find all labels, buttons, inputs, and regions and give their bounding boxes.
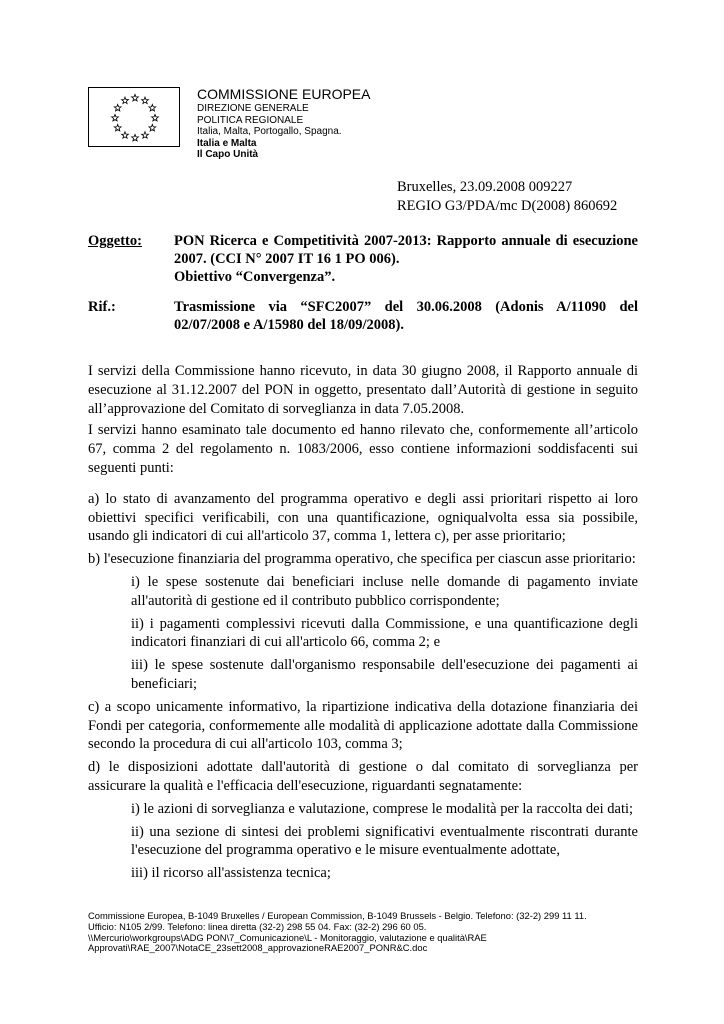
footer-path: Approvati\RAE_2007\NotaCE_23sett2008_approvazioneRAE2007_PONR&C.doc <box>88 942 428 954</box>
item-a <box>88 490 638 546</box>
item-c <box>88 698 638 754</box>
dg-name: DIREZIONE GENERALE <box>197 103 309 114</box>
subject-text <box>174 232 638 286</box>
item-b <box>88 550 638 569</box>
item-d-iii <box>131 864 638 883</box>
dept-name: POLITICA REGIONALE <box>197 114 304 126</box>
paragraph-examination <box>88 421 638 477</box>
reference-line: Trasmissione via “SFC2007” del 30.06.2008 (Adonis A/11090 del <box>174 299 638 315</box>
item-d-i <box>131 800 638 819</box>
subject-line: PON Ricerca e Competitività 2007-2013: Rapporto annuale di esecuzione <box>174 233 638 249</box>
footer-address: Commissione Europea, B-1049 Bruxelles / European Commission, B-1049 Brussels - Belgio. Telefono: (32-2) 299 11 11. <box>88 910 587 921</box>
star-icon <box>114 124 121 131</box>
text-line: Fondi per categoria, conformemente alle modalità di applicazione adottate dalla Commissione <box>88 717 638 734</box>
item-d-ii <box>131 823 638 861</box>
footer-office: Ufficio: N105 2/99. Telefono: linea diretta (32-2) 298 55 04. Fax: (32-2) 296 60 05. <box>88 920 427 932</box>
star-icon <box>132 94 139 101</box>
text-line: secondo la procedura di cui all'articolo 103, comma 3; <box>88 736 403 753</box>
eu-logo <box>88 87 180 147</box>
reference-code: REGIO G3/PDA/mc D(2008) 860692 <box>397 198 618 214</box>
eu-stars-icon <box>89 88 181 148</box>
text-line: iii) le spese sostenute dall'organismo responsabile dell'esecuzione dei pagamenti ai <box>131 657 638 674</box>
text-line: assicurare la qualità e l'efficacia dell'esecuzione, riguardanti segnatamente: <box>88 777 523 794</box>
text-line: i) le azioni di sorveglianza e valutazione, comprese le modalità per la raccolta dei dati; <box>131 800 634 817</box>
text-line: I servizi della Commissione hanno ricevuto, in data 30 giugno 2008, il Rapporto annuale di <box>88 363 638 379</box>
text-line: esecuzione al 31.12.2007 del PON in oggetto, presentato dall’Autorità di gestione in seguito <box>88 381 638 398</box>
text-line: indicatori finanziari di cui all'articolo 66, comma 2; e <box>131 634 441 651</box>
text-line: iii) il ricorso all'assistenza tecnica; <box>131 865 331 882</box>
star-icon <box>142 132 149 139</box>
countries: Italia, Malta, Portogallo, Spagna. <box>197 126 342 137</box>
text-line: ii) i pagamenti complessivi ricevuti dalla Commissione, e una quantificazione degli <box>131 615 638 632</box>
org-name: COMMISSIONE EUROPEA <box>197 86 371 102</box>
text-line: b) l'esecuzione finanziaria del programma operativo, che specifica per ciascun asse prioritario: <box>88 551 636 568</box>
letterhead <box>197 86 370 161</box>
text-line: seguenti punti: <box>88 459 174 476</box>
paragraph-intro <box>88 362 638 418</box>
subject-label: Oggetto: <box>88 233 142 249</box>
item-d <box>88 758 638 796</box>
letter-body <box>88 362 638 883</box>
item-b-iii <box>131 656 638 694</box>
star-icon <box>149 124 156 131</box>
text-line: a) lo stato di avanzamento del programma operativo e degli assi prioritari rispetto ai loro <box>88 490 638 507</box>
star-icon <box>149 104 156 111</box>
date-place: Bruxelles, 23.09.2008 009227 <box>397 179 573 195</box>
unit-name: Italia e Malta <box>197 137 257 149</box>
subject-line: 2007. (CCI N° 2007 IT 16 1 PO 006). <box>174 251 400 267</box>
star-icon <box>114 104 121 111</box>
text-line: l'esecuzione del programma operativo e le misure eventualmente adottate, <box>131 842 560 859</box>
text-line: obiettivi specifici verificabili, con una quantificazione, ogniqualvolta essa sia possibile, <box>88 509 638 526</box>
reference-text <box>174 298 638 334</box>
unit-head: Il Capo Unità <box>197 149 259 160</box>
text-line: ii) una sezione di sintesi dei problemi significativi eventualmente riscontrati durante <box>131 823 638 840</box>
footer-path: \\Mercurio\workgroups\ADG PON\7_Comunicazione\L - Monitoraggio, valutazione e qualità\RAE <box>88 931 487 943</box>
text-line: 67, comma 2 del regolamento n. 1083/2006, esso contiene informazioni soddisfacenti sui <box>88 441 638 458</box>
star-icon <box>122 132 129 139</box>
star-icon <box>132 134 139 141</box>
text-line: I servizi hanno esaminato tale documento ed hanno rilevato che, conformemente all’articolo <box>88 422 638 439</box>
subject-line: Obiettivo “Convergenza”. <box>174 269 336 285</box>
reference-line: 02/07/2008 e A/15980 del 18/09/2008). <box>174 317 404 333</box>
star-icon <box>152 114 159 121</box>
item-b-i <box>131 573 638 611</box>
text-line: all'autorità di gestione ed il contributo pubblico corrispondente; <box>131 592 500 609</box>
footer <box>88 911 648 954</box>
text-line: c) a scopo unicamente informativo, la ripartizione indicativa della dotazione finanziaria dei <box>88 698 638 715</box>
star-icon <box>142 97 149 104</box>
text-line: beneficiari; <box>131 675 198 692</box>
star-icon <box>122 97 129 104</box>
star-icon <box>112 114 119 121</box>
reference-label: Rif.: <box>88 299 116 315</box>
text-line: i) le spese sostenute dai beneficiari incluse nelle domande di pagamento inviate <box>131 573 638 590</box>
text-line: usando gli indicatori di cui all'articolo 37, comma 1, lettera c), per asse prioritario; <box>88 528 566 545</box>
dateline <box>397 178 617 216</box>
text-line: all’approvazione del Comitato di sorveglianza in data 7.05.2008. <box>88 400 465 417</box>
text-line: d) le disposizioni adottate dall'autorità di gestione o dal comitato di sorveglianza per <box>88 759 638 776</box>
item-b-ii <box>131 615 638 653</box>
